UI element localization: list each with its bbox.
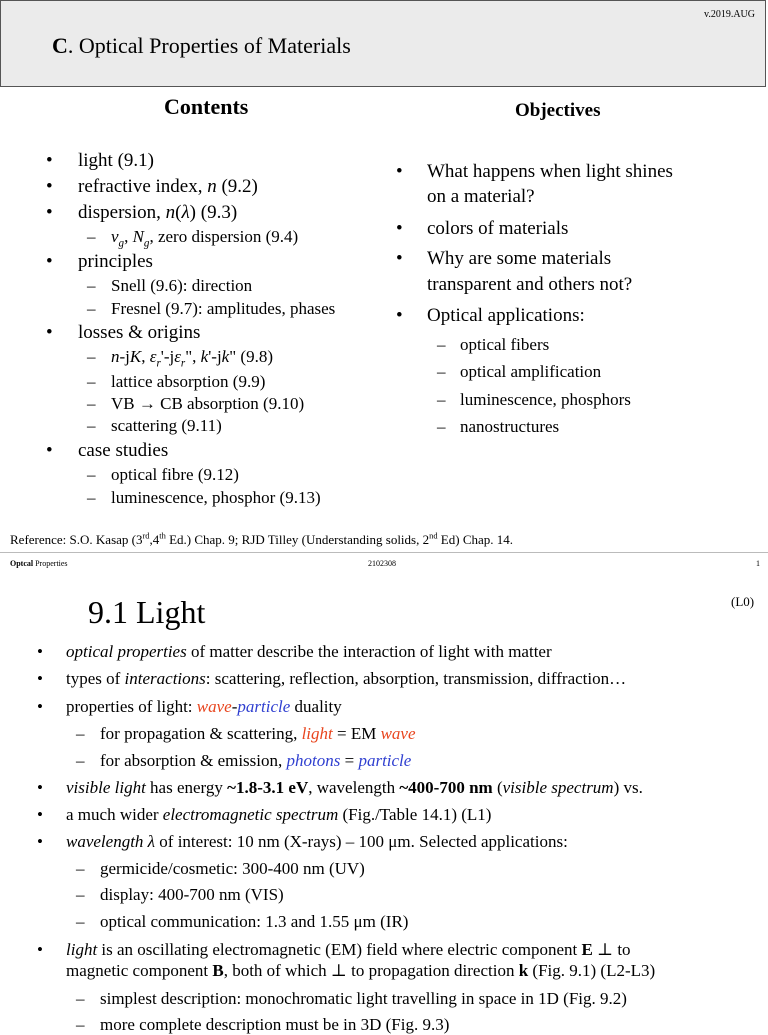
objectives-heading: Objectives [515, 100, 601, 121]
dash-marker: – [87, 465, 96, 484]
slide-item-text: types of interactions: scattering, reflection, absorption, transmission, diffraction… [66, 669, 627, 688]
contents-item-text: n-jK, $\varepsilon_r'-j\varepsilon_r$", k'-jk" (9.8) [111, 347, 273, 370]
objectives-item-text: nanostructures [460, 417, 560, 436]
slide-item-text: optical communication: 1.3 and 1.55 μm (IR) [100, 912, 409, 931]
contents-item [46, 251, 153, 273]
contents-item [87, 394, 305, 414]
objectives-item-text: Why are some materials [427, 248, 612, 269]
slide-item-text: visible light has energy ~1.8-3.1 eV, wavelength ~400-700 nm (visible spectrum) vs. [66, 778, 643, 797]
contents-item-text: case studies [78, 440, 169, 461]
dash-marker: – [87, 416, 96, 435]
dash-marker: – [76, 885, 85, 904]
dash-marker: – [87, 227, 96, 246]
slide-item [37, 778, 643, 798]
slide-item-text: magnetic component B, both of which ⊥ to propagation direction k (Fig. 9.1) (L2-L3) [66, 961, 656, 980]
objectives-item [396, 161, 673, 183]
objectives-item [396, 248, 612, 270]
contents-item-text: luminescence, phosphor (9.13) [111, 488, 321, 507]
bullet-marker: • [37, 832, 43, 851]
slide-item-text: light is an oscillating electromagnetic (EM) field where electric component E ⊥ to [66, 940, 631, 959]
slide-item [37, 669, 627, 689]
objectives-item-text: optical fibers [460, 335, 550, 354]
objectives-item-text: on a material? [427, 186, 535, 207]
bullet-marker: • [46, 176, 53, 197]
bullet-marker: • [46, 322, 53, 343]
slide-item [76, 1015, 450, 1035]
dash-marker: – [87, 347, 96, 366]
dash-marker: – [87, 372, 96, 391]
contents-item-text: VB → CB absorption (9.10) [111, 394, 305, 413]
slide-item-text: properties of light: wave-particle duality [66, 697, 342, 716]
contents-item-text: Snell (9.6): direction [111, 276, 253, 295]
contents-item [87, 347, 273, 370]
bullet-marker: • [46, 440, 53, 461]
slide-item [37, 805, 492, 825]
contents-item-text: $v_g$, $N_g$, zero dispersion (9.4) [111, 227, 299, 250]
bullet-marker: • [46, 202, 53, 223]
bullet-marker: • [396, 305, 403, 326]
contents-item-text: refractive index, n (9.2) [78, 176, 258, 197]
objectives-item-text: What happens when light shines [427, 161, 673, 182]
dash-marker: – [76, 1015, 85, 1034]
version-label: v.2019.AUG [703, 9, 755, 20]
slide-item [76, 989, 627, 1009]
contents-item [46, 322, 201, 344]
objectives-item-text: transparent and others not? [427, 274, 633, 295]
dash-marker: – [437, 417, 446, 436]
dash-marker: – [87, 488, 96, 507]
footer-page-number: 1 [756, 559, 760, 568]
contents-item [46, 202, 238, 224]
contents-item-text: lattice absorption (9.9) [111, 372, 266, 391]
bullet-marker: • [37, 805, 43, 824]
dash-marker: – [437, 362, 446, 381]
contents-item [87, 299, 336, 319]
objectives-item-text: Optical applications: [427, 305, 585, 326]
contents-item [46, 440, 169, 462]
bullet-marker: • [46, 251, 53, 272]
footer-course-bold: Optcal [10, 559, 34, 568]
contents-item [87, 227, 299, 250]
objectives-item [437, 417, 560, 437]
dash-marker: – [76, 724, 85, 743]
slide-item [37, 940, 631, 960]
contents-item [46, 150, 154, 172]
contents-item [87, 416, 222, 436]
bullet-marker: • [37, 940, 43, 959]
slide-item-text: a much wider electromagnetic spectrum (Fig./Table 14.1) (L1) [66, 805, 492, 824]
slide-item [76, 751, 412, 771]
dash-marker: – [76, 859, 85, 878]
footer-course-name [10, 559, 68, 568]
slide-tag: (L0) [731, 594, 755, 609]
dash-marker: – [76, 989, 85, 1008]
objectives-item-text: colors of materials [427, 218, 569, 239]
slide-item-text: simplest description: monochromatic light travelling in space in 1D (Fig. 9.2) [100, 989, 627, 1008]
dash-marker: – [87, 394, 96, 413]
contents-item-text: scattering (9.11) [111, 416, 222, 435]
objectives-item [396, 218, 569, 240]
footer-course-rest: Properties [33, 559, 68, 568]
contents-item-text: losses & origins [78, 322, 201, 343]
objectives-item [437, 362, 602, 382]
bullet-marker: • [37, 669, 43, 688]
contents-heading: Contents [164, 94, 249, 119]
contents-item [46, 176, 258, 198]
contents-item [87, 465, 239, 485]
contents-item-text: optical fibre (9.12) [111, 465, 239, 484]
slide-item-text: more complete description must be in 3D (Fig. 9.3) [100, 1015, 450, 1034]
objectives-item-text: optical amplification [460, 362, 602, 381]
objectives-item [427, 274, 632, 296]
slide-item [76, 912, 409, 932]
dash-marker: – [76, 751, 85, 770]
bullet-marker: • [37, 642, 43, 661]
slide-title: 9.1 Light [88, 594, 206, 630]
slide-item [37, 697, 342, 717]
bullet-marker: • [37, 697, 43, 716]
objectives-item-text: luminescence, phosphors [460, 390, 631, 409]
slide-item-text: for propagation & scattering, light = EM wave [100, 724, 416, 743]
slide-item [66, 961, 655, 981]
slide-item [37, 832, 568, 852]
bullet-marker: • [396, 161, 403, 182]
slide-item-text: optical properties of matter describe the interaction of light with matter [66, 642, 552, 661]
slide-item [76, 724, 416, 744]
title-text: . Optical Properties of Materials [67, 33, 351, 58]
contents-item [87, 276, 253, 296]
contents-item-text: light (9.1) [78, 150, 154, 171]
contents-item-text: Fresnel (9.7): amplitudes, phases [111, 299, 336, 318]
page-divider [0, 552, 768, 553]
dash-marker: – [76, 912, 85, 931]
slide-item-text: display: 400-700 nm (VIS) [100, 885, 284, 904]
slide-item-text: germicide/cosmetic: 300-400 nm (UV) [100, 859, 365, 878]
objectives-item [396, 305, 585, 327]
objectives-item [437, 335, 550, 355]
contents-item [87, 488, 321, 508]
dash-marker: – [87, 276, 96, 295]
contents-item-text: dispersion, n(λ) (9.3) [78, 202, 238, 223]
objectives-item [427, 186, 535, 208]
title-letter: C [52, 33, 68, 58]
footer-course-code: 2102308 [368, 559, 396, 568]
page-title [52, 33, 351, 59]
slide-item [76, 859, 365, 879]
reference-text: Reference: S.O. Kasap (3rd,4th Ed.) Chap. 9; RJD Tilley (Understanding solids, 2nd Ed) Chap. 14. [10, 530, 514, 547]
dash-marker: – [437, 335, 446, 354]
bullet-marker: • [37, 778, 43, 797]
objectives-item [437, 390, 631, 410]
dash-marker: – [87, 299, 96, 318]
bullet-marker: • [396, 248, 403, 269]
slide-item-text: for absorption & emission, photons = particle [100, 751, 412, 770]
slide-item [76, 885, 284, 905]
dash-marker: – [437, 390, 446, 409]
bullet-marker: • [46, 150, 53, 171]
contents-item [87, 372, 266, 392]
bullet-marker: • [396, 218, 403, 239]
header-box [0, 0, 766, 87]
slide-item [37, 642, 552, 662]
slide-item-text: wavelength λ of interest: 10 nm (X-rays) – 100 μm. Selected applications: [66, 832, 568, 851]
contents-item-text: principles [78, 251, 153, 272]
